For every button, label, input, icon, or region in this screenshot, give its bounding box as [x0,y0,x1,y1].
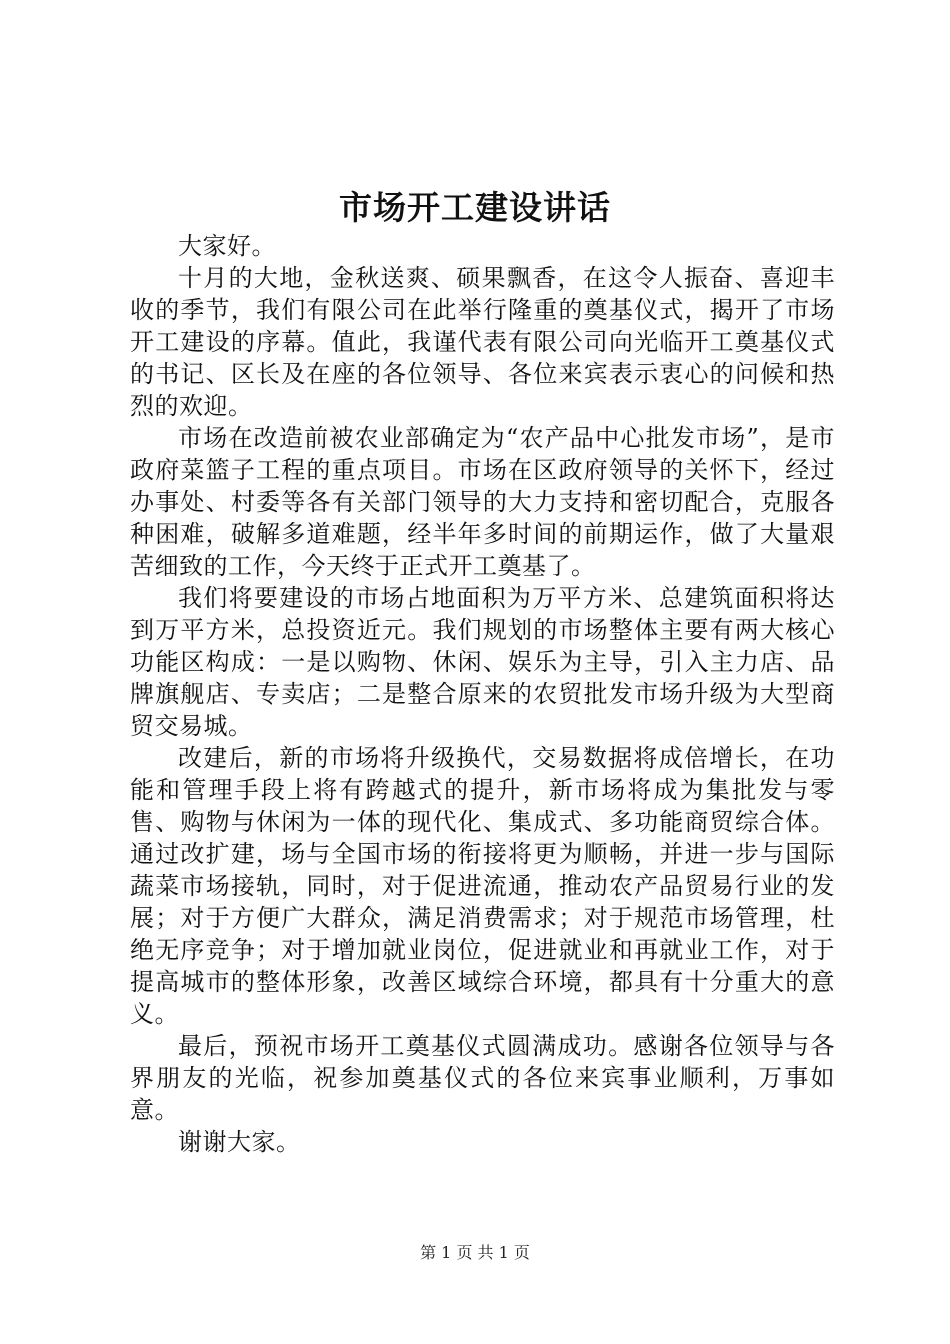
document-title: 市场开工建设讲话 [339,188,611,227]
paragraph-opening: 十月的大地，金秋送爽、硕果飘香，在这令人振奋、喜迎丰收的季节，我们有限公司在此举行隆重的奠基仪式，揭开了市场开工建设的序幕。值此，我谨代表有限公司向光临开工奠基仪式的书记、区长及在座的各位领导、各位来宾表示衷心的问候和热烈的欢迎。 [130,264,835,420]
page-number-footer: 第 1 页 共 1 页 [420,1243,530,1262]
paragraph-plan: 我们将要建设的市场占地面积为万平方米、总建筑面积将达到万平方米，总投资近元。我们规划的市场整体主要有两大核心功能区构成：一是以购物、休闲、娱乐为主导，引入主力店、品牌旗舰店、专卖店；二是整合原来的农贸批发市场升级为大型商贸交易城。 [130,584,835,740]
paragraph-significance: 改建后，新的市场将升级换代，交易数据将成倍增长，在功能和管理手段上将有跨越式的提升，新市场将成为集批发与零售、购物与休闲为一体的现代化、集成式、多功能商贸综合体。通过改扩建，场与全国市场的衔接将更为顺畅，并进一步与国际蔬菜市场接轨，同时，对于促进流通，推动农产品贸易行业的发展；对于方便广大群众，满足消费需求；对于规范市场管理，杜绝无序竞争；对于增加就业岗位，促进就业和再就业工作，对于提高城市的整体形象，改善区域综合环境，都具有十分重大的意义。 [130,744,835,1028]
paragraph-thanks: 谢谢大家。 [178,1128,301,1156]
paragraph-closing: 最后，预祝市场开工奠基仪式圆满成功。感谢各位领导与各界朋友的光临，祝参加奠基仪式的各位来宾事业顺利，万事如意。 [130,1032,835,1124]
paragraph-background: 市场在改造前被农业部确定为“农产品中心批发市场”，是市政府菜篮子工程的重点项目。市场在区政府领导的关怀下，经过办事处、村委等各有关部门领导的大力支持和密切配合，克服各种困难，破解多道难题，经半年多时间的前期运作，做了大量艰苦细致的工作，今天终于正式开工奠基了。 [130,424,835,580]
paragraph-greeting: 大家好。 [178,232,276,260]
document-body [130,230,835,1158]
